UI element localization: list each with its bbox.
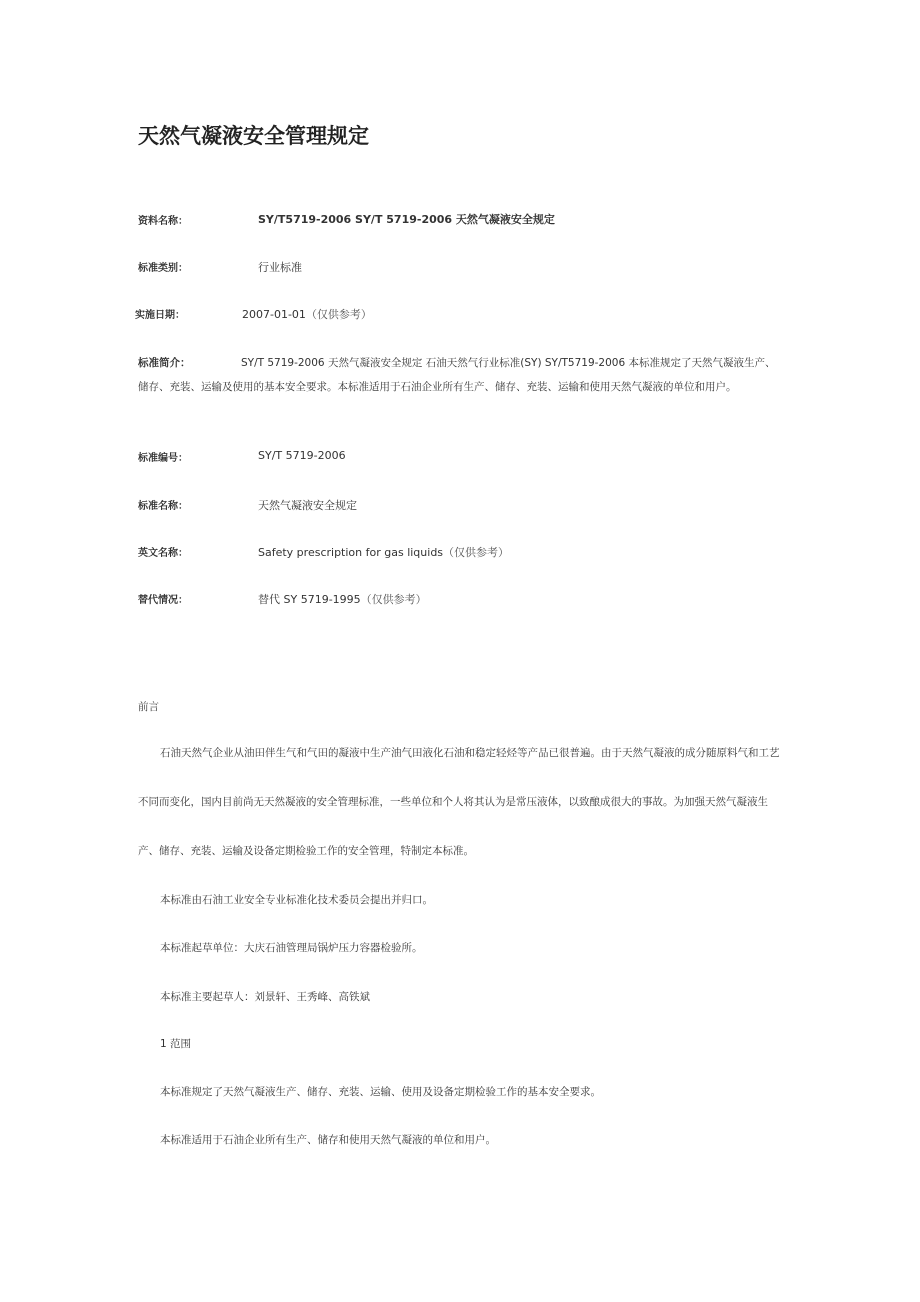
intro-label: 标准简介： (138, 357, 191, 369)
english-note: （仅供参考） (443, 546, 510, 559)
section1-para-2: 本标准适用于石油企业所有生产、储存和使用天然气凝液的单位和用户。 (160, 1134, 496, 1146)
date-row (242, 306, 372, 322)
english-label: 英文名称： (138, 548, 188, 559)
replace-row (258, 591, 427, 607)
replace-value: 替代 SY 5719-1995 (258, 593, 361, 606)
replace-note: （仅供参考） (360, 593, 427, 606)
std-name-label: 标准名称： (138, 501, 188, 512)
intro-block (138, 351, 778, 399)
intro-value: SY/T 5719-2006 天然气凝液安全规定 石油天然气行业标准(SY) SY/T5719-2006 本标准规定了天然气凝液生产、储存、充装、运输及使用的基本安全要求。本标准适用于石油企业所有生产、储存、充装、运输和使用天然气凝液的单位和用户。 (138, 357, 776, 393)
para-drafters: 本标准主要起草人：刘景轩、王秀峰、高铁斌 (160, 991, 370, 1003)
section1-heading: 1 范围 (160, 1038, 192, 1050)
document-title: 天然气凝液安全管理规定 (138, 123, 369, 148)
para-proposed: 本标准由石油工业安全专业标准化技术委员会提出并归口。 (160, 894, 433, 906)
name-value: SY/T5719-2006 SY/T 5719-2006 天然气凝液安全规定 (258, 213, 555, 226)
preface-heading: 前言 (138, 701, 159, 713)
std-name-value: 天然气凝液安全规定 (258, 499, 357, 512)
section1-para-1: 本标准规定了天然气凝液生产、储存、充装、运输、使用及设备定期检验工作的基本安全要求。 (160, 1086, 601, 1098)
english-value: Safety prescription for gas liquids (258, 546, 444, 559)
date-note: （仅供参考） (305, 308, 372, 321)
category-label: 标准类别： (138, 263, 188, 274)
para-drafting-unit: 本标准起草单位：大庆石油管理局锅炉压力容器检验所。 (160, 942, 423, 954)
date-label: 实施日期： (135, 310, 185, 321)
category-value: 行业标准 (258, 261, 302, 274)
replace-label: 替代情况： (138, 595, 188, 606)
english-row (258, 544, 509, 560)
preface-paragraph: 石油天然气企业从油田伴生气和气田的凝液中生产油气田液化石油和稳定轻烃等产品已很普遍。由于天然气凝液的成分随原料气和工艺不同而变化，国内目前尚无天然凝液的安全管理标准，一些单位和个人将其认为是常压液体，以致酿成很大的事故。为加强天然气凝液生产、储存、充装、运输及设备定期检验工作的安全管理，特制定本标准。 (138, 747, 780, 857)
number-label: 标准编号： (138, 453, 188, 464)
number-value: SY/T 5719-2006 (258, 449, 346, 462)
date-value: 2007-01-01 (242, 308, 306, 321)
name-label: 资料名称： (138, 216, 188, 227)
